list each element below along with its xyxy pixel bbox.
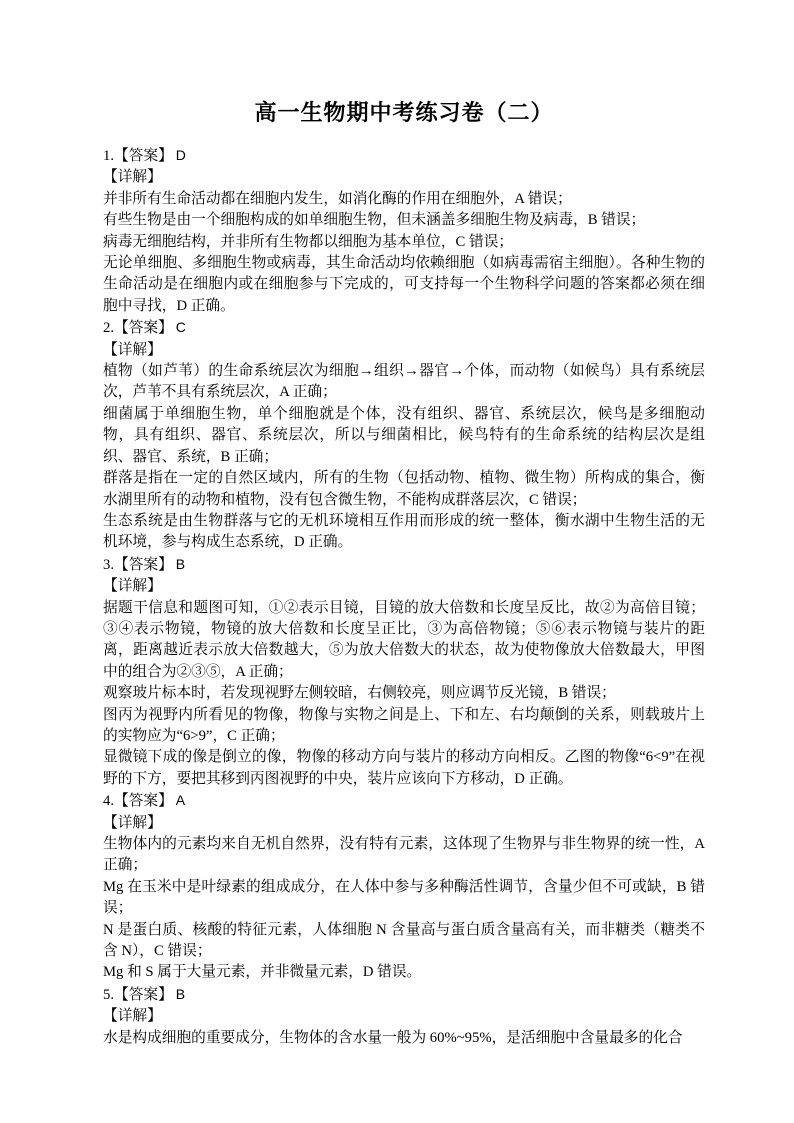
explanation-paragraph: 并非所有生命活动都在细胞内发生，如消化酶的作用在细胞外，A 错误； bbox=[103, 190, 572, 207]
answer-label: 【答案】 bbox=[114, 148, 173, 164]
explanation-paragraph: 无论单细胞、多细胞生物或病毒，其生命活动均依赖细胞（如病毒需宿主细胞）。各种生物的生命活动是在细胞内或在细胞参与下完成的，可支持每一个生物科学问题的答案都必须在细胞中寻找，D 正确。 bbox=[103, 255, 705, 314]
paragraphs bbox=[103, 598, 705, 791]
answer-letter: B bbox=[175, 555, 186, 572]
answer-block-5 bbox=[103, 984, 705, 1049]
explanation-paragraph: N 是蛋白质、核酸的特征元素，人体细胞 N 含量高与蛋白质含量高有关，而非糖类（糖类不含 N），C 错误； bbox=[103, 921, 705, 960]
detail-label: 【详解】 bbox=[103, 578, 162, 595]
explanation-paragraph: 生物体内的元素均来自无机自然界，没有特有元素，这体现了生物界与非生物界的统一性，A 正确； bbox=[103, 836, 705, 874]
page-title: 高一生物期中考练习卷（二） bbox=[254, 100, 554, 125]
question-number: 5. bbox=[103, 986, 115, 1003]
answers-container bbox=[103, 145, 705, 1049]
answer-letter: D bbox=[175, 147, 186, 163]
explanation-paragraph: Mg 在玉米中是叶绿素的组成成分，在人体中参与多种酶活性调节，含量少但不可或缺，B 错误； bbox=[103, 878, 705, 917]
answer-line bbox=[103, 317, 705, 339]
answer-line bbox=[103, 554, 705, 576]
answer-label: 【答案】 bbox=[114, 556, 173, 573]
paragraphs bbox=[103, 189, 705, 317]
answer-line bbox=[103, 790, 705, 812]
answer-block-4 bbox=[103, 790, 705, 984]
explanation-paragraph: Mg 和 S 属于大量元素，并非微量元素，D 错误。 bbox=[103, 964, 422, 981]
answer-line bbox=[103, 145, 705, 167]
detail-label: 【详解】 bbox=[103, 814, 162, 831]
paragraphs bbox=[103, 361, 705, 554]
explanation-paragraph: 生态系统是由生物群落与它的无机环境相互作用而形成的统一整体，衡水湖中生物生活的无机环境，参与构成生态系统，D 正确。 bbox=[103, 512, 705, 551]
answer-label: 【答案】 bbox=[114, 793, 173, 810]
answer-label: 【答案】 bbox=[114, 320, 173, 337]
explanation-paragraph: 有些生物是由一个细胞构成的如单细胞生物，但未涵盖多细胞生物及病毒，B 错误； bbox=[103, 212, 646, 229]
explanation-paragraph: 图丙为视野内所看见的物像，物像与实物之间是上、下和左、右均颠倒的关系，则载玻片上的实物应为“6>9”，C 正确； bbox=[103, 706, 705, 744]
answer-block-2 bbox=[103, 317, 705, 553]
answer-block-3 bbox=[103, 554, 705, 790]
explanation-paragraph: 观察玻片标本时，若发现视野左侧较暗，右侧较亮，则应调节反光镜，B 错误； bbox=[103, 685, 616, 702]
answer-letter: A bbox=[175, 792, 186, 809]
answer-letter: B bbox=[175, 985, 186, 1002]
explanation-paragraph: 水是构成细胞的重要成分，生物体的含水量一般为 60%~95%，是活细胞中含量最多的化合 bbox=[103, 1029, 683, 1046]
answer-letter: C bbox=[175, 319, 186, 336]
paragraphs bbox=[103, 1028, 705, 1049]
explanation-paragraph: 显微镜下成的像是倒立的像，物像的移动方向与装片的移动方向相反。乙图的物像“6<9”在视野的下方，要把其移到丙图视野的中央，装片应该向下方移动，D 正确。 bbox=[103, 749, 705, 787]
answer-label: 【答案】 bbox=[114, 986, 173, 1003]
question-number: 1. bbox=[103, 148, 115, 164]
explanation-paragraph: 据题干信息和题图可知，①②表示目镜，目镜的放大倍数和长度呈反比，故②为高倍目镜；③④表示物镜，物镜的放大倍数和长度呈正比，③为高倍物镜；⑤⑥表示物镜与装片的距离，距离越近表示放大倍数越大，⑤为放大倍数大的状态，故为使物像放大倍数最大，甲图中的组合为②③⑤，A 正确； bbox=[103, 599, 705, 680]
explanation-paragraph: 细菌属于单细胞生物，单个细胞就是个体，没有组织、器官、系统层次，候鸟是多细胞动物，具有组织、器官、系统层次，所以与细菌相比，候鸟特有的生命系统的结构层次是组织、器官、系统，B 正确； bbox=[103, 405, 705, 465]
paragraphs bbox=[103, 834, 705, 984]
detail-label: 【详解】 bbox=[103, 341, 162, 358]
answer-line bbox=[103, 984, 705, 1006]
explanation-paragraph: 病毒无细胞结构，并非所有生物都以细胞为基本单位，C 错误； bbox=[103, 233, 514, 250]
explanation-paragraph: 群落是指在一定的自然区域内，所有的生物（包括动物、植物、微生物）所构成的集合，衡水湖里所有的动物和植物，没有包含微生物，不能构成群落层次，C 错误； bbox=[103, 470, 705, 508]
detail-label: 【详解】 bbox=[103, 169, 162, 186]
detail-label: 【详解】 bbox=[103, 1008, 162, 1025]
explanation-paragraph: 植物（如芦苇）的生命系统层次为细胞→组织→器官→个体，而动物（如候鸟）具有系统层次，芦苇不具有系统层次，A 正确； bbox=[103, 363, 705, 401]
question-number: 3. bbox=[103, 556, 115, 573]
question-number: 4. bbox=[103, 793, 115, 810]
question-number: 2. bbox=[103, 320, 115, 337]
answer-block-1 bbox=[103, 145, 705, 317]
